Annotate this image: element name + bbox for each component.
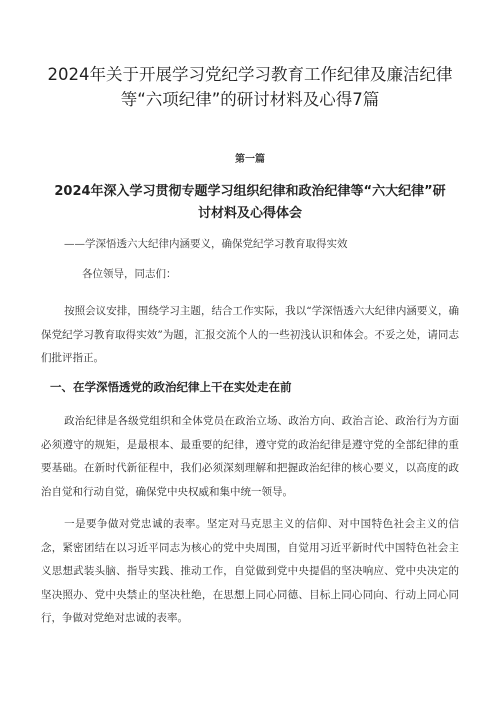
section-label: 第一篇 xyxy=(235,154,265,165)
document-main-title: 2024年关于开展学习党纪学习教育工作纪律及廉洁纪律等“六项纪律”的研讨材料及心得7篇 xyxy=(47,65,453,109)
intro-paragraph: 按照会议安排，围绕学习主题，结合工作实际，我以“学深悟透六大纪律内涵要义，确保党纪学习教育取得实效”为题，汇报交流个人的一些初浅认识和体会。不妥之处，请同志们批评指正。 xyxy=(41,305,459,364)
article-title: 2024年深入学习贯彻专题学习组织纪律和政治纪律等“六大纪律”研讨材料及心得体会 xyxy=(54,184,446,221)
salutation: 各位领导，同志们： xyxy=(82,268,177,280)
body-paragraph: 一是要争做对党忠诚的表率。坚定对马克思主义的信仰、对中国特色社会主义的信念，紧密团结在以习近平同志为核心的党中央周围，自觉用习近平新时代中国特色社会主义思想武装头脑、指导实践、推动工作，自觉做到党中央提倡的坚决响应、党中央决定的坚决照办、党中央禁止的坚决杜绝，在思想上同心同德、目标上同心同向、行动上同心同行，争做对党绝对忠诚的表率。 xyxy=(41,518,459,624)
article-subtitle: ——学深悟透六大纪律内涵要义，确保党纪学习教育取得实效 xyxy=(64,238,348,250)
body-paragraph: 政治纪律是各级党组织和全体党员在政治立场、政治方向、政治言论、政治行为方面必须遵守的规矩，是最根本、最重要的纪律，遵守党的政治纪律是遵守党的全部纪律的重要基础。在新时代新征程中，我们必须深刻理解和把握政治纪律的核心要义，以高度的政治自觉和行动自觉，确保党中央权威和集中统一领导。 xyxy=(41,415,459,498)
section-heading-1: 一、在学深悟透党的政治纪律上干在实处走在前 xyxy=(50,380,292,394)
